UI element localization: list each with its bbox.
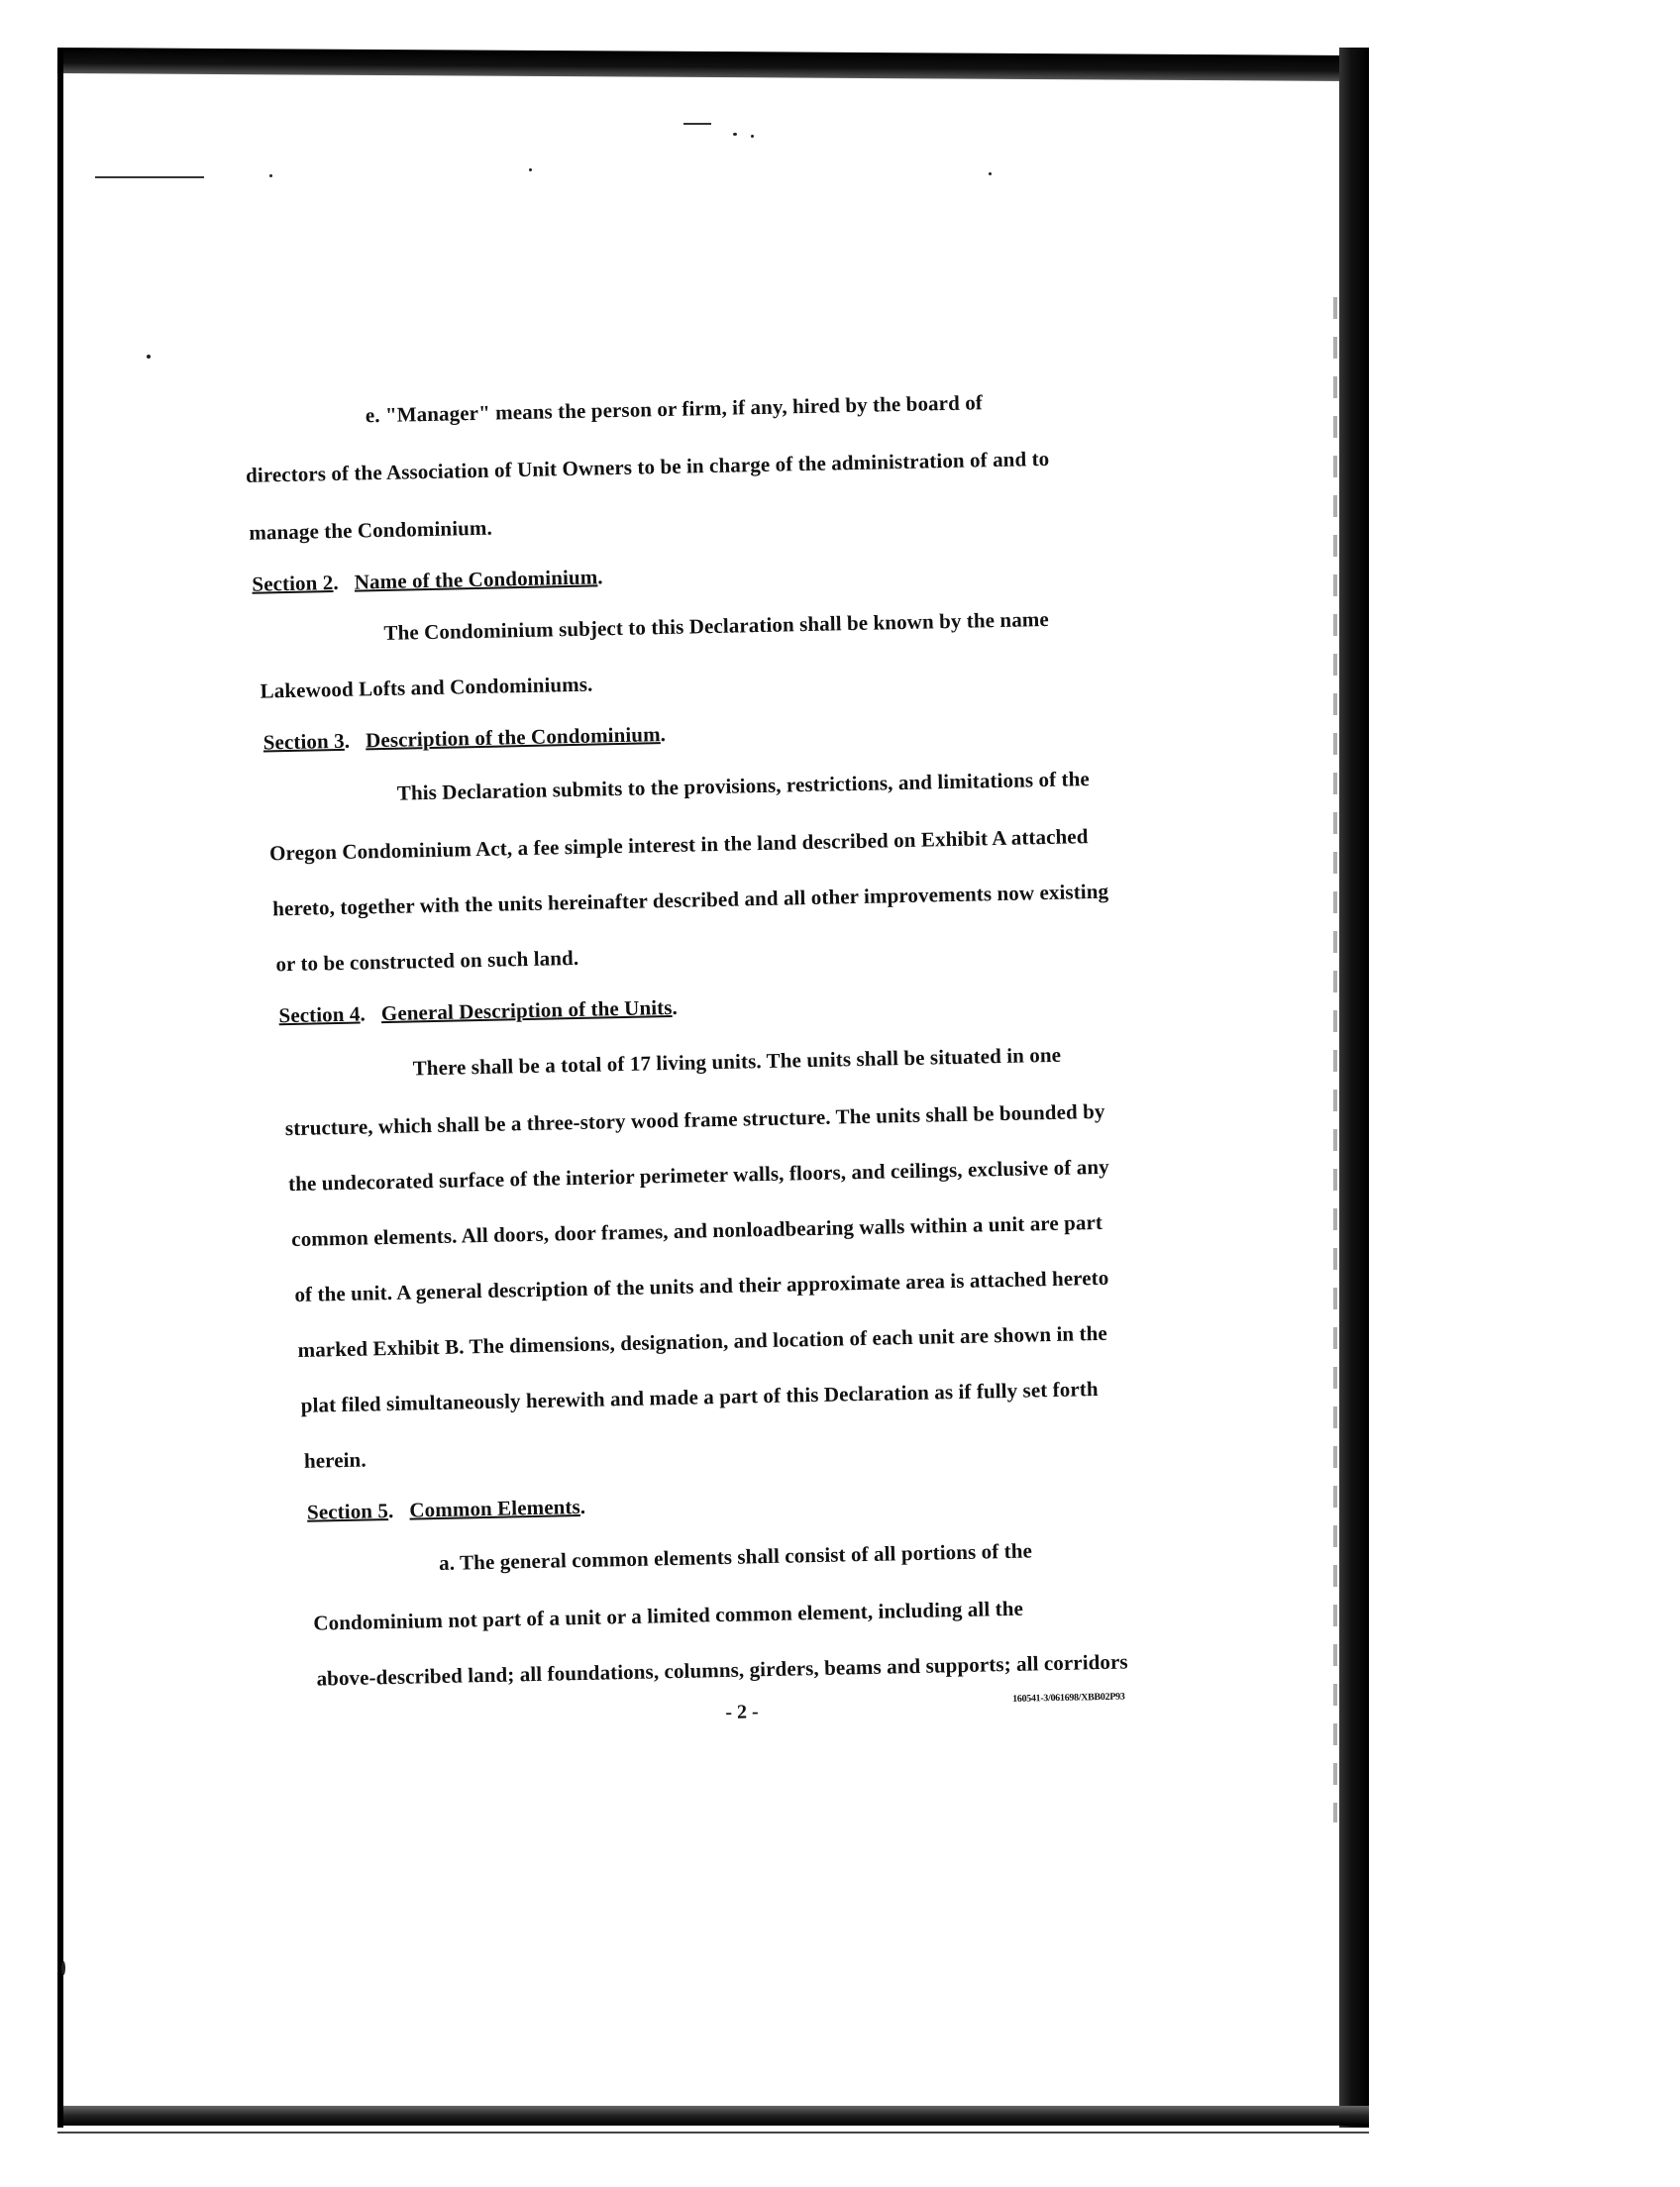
section-5-title: Common Elements: [409, 1495, 581, 1522]
scan-border-left: [57, 48, 63, 2128]
section-4-label: Section 4: [278, 1001, 361, 1028]
section-5-line-3: above-described land; all foundations, columns, girders, beams and supports; all corridors: [316, 1649, 1128, 1691]
section-3-label: Section 3: [262, 728, 345, 755]
section-4-title: General Description of the Units: [380, 994, 673, 1026]
scan-bottom-rule: [57, 2132, 1369, 2134]
scan-border-bottom: [63, 2106, 1369, 2126]
document-page: [238, 358, 1129, 1723]
section-4-line-1: There shall be a total of 17 living units. The units shall be situated in one: [412, 1042, 1062, 1081]
section-5-line-2: Condominium not part of a unit or a limited common element, including all the: [313, 1596, 1024, 1635]
section-2-line-1: The Condominium subject to this Declaration shall be known by the name: [383, 606, 1050, 645]
section-4-line-5: of the unit. A general description of the units and their approximate area is attached hereto: [294, 1265, 1109, 1306]
section-5-heading: Section 5. Common Elements.: [306, 1494, 586, 1524]
scan-speck: [269, 174, 272, 177]
scan-speck: [751, 135, 754, 138]
document-code: 160541-3/061698/XBB02P93: [1012, 1691, 1125, 1705]
section-2-line-2: Lakewood Lofts and Condominiums.: [260, 672, 593, 703]
section-4-line-4: common elements. All doors, door frames, and nonloadbearing walls within a unit are part: [291, 1209, 1103, 1252]
paragraph-e-line-2: directors of the Association of Unit Owners to be in charge of the administration of and to: [245, 446, 1050, 487]
scan-border-right: [1339, 48, 1369, 2128]
section-4-line-2: structure, which shall be a three-story wood frame structure. The units shall be bounded by: [284, 1098, 1105, 1141]
section-3-title: Description of the Condominium: [365, 722, 661, 753]
scan-speck: [147, 355, 151, 359]
section-3-heading: Section 3. Description of the Condominium.: [262, 722, 667, 755]
section-3-line-4: or to be constructed on such land.: [275, 945, 579, 977]
section-5-line-1: a. The general common elements shall consist of all portions of the: [438, 1538, 1033, 1576]
scan-edge-marks: [1333, 297, 1337, 1822]
section-4-line-7: plat filed simultaneously herewith and made a part of this Declaration as if fully set forth: [300, 1377, 1099, 1417]
section-2-title: Name of the Condominium: [354, 565, 598, 594]
scan-border-top: [57, 48, 1367, 81]
section-3-line-2: Oregon Condominium Act, a fee simple interest in the land described on Exhibit A attached: [268, 824, 1089, 866]
section-3-line-3: hereto, together with the units hereinafter described and all other improvements now existing: [272, 879, 1109, 921]
scan-speck: [989, 172, 992, 175]
section-4-line-6: marked Exhibit B. The dimensions, designation, and location of each unit are shown in the: [297, 1320, 1108, 1362]
section-4-heading: Section 4. General Description of the Units.: [278, 994, 679, 1028]
section-2-heading: Section 2. Name of the Condominium.: [252, 565, 603, 596]
scan-speck: [61, 1961, 65, 1975]
section-2-label: Section 2: [252, 571, 334, 596]
section-4-line-3: the undecorated surface of the interior perimeter walls, floors, and ceilings, exclusive of any: [287, 1154, 1109, 1197]
scan-mark: [683, 123, 711, 125]
scan-speck: [529, 168, 532, 171]
scan-speck: [733, 133, 737, 136]
page-number: - 2 -: [725, 1701, 759, 1723]
scan-mark: [95, 176, 204, 178]
section-5-label: Section 5: [306, 1499, 389, 1524]
paragraph-e-line-1: e. "Manager" means the person or firm, if any, hired by the board of: [365, 390, 984, 428]
section-3-line-1: This Declaration submits to the provisions, restrictions, and limitations of the: [396, 767, 1091, 805]
paragraph-e-line-3: manage the Condominium.: [249, 515, 493, 545]
section-4-line-8: herein.: [303, 1447, 367, 1473]
